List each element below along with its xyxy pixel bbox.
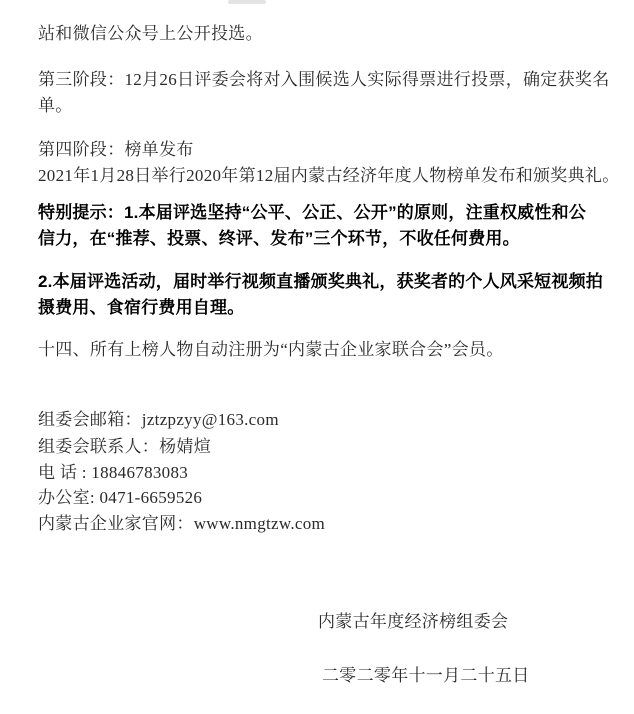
line-public-voting: 站和微信公众号上公开投选。 [38, 24, 263, 43]
line-stage-four-date: 2021年1月28日举行2020年第12届内蒙古经济年度人物榜单发布和颁奖典礼。 [38, 166, 620, 185]
notice-one-line-1: 特别提示：1.本届评选坚持“公平、公正、公开”的原则，注重权威性和公 [38, 203, 586, 222]
line-stage-three-2: 单。 [38, 96, 73, 115]
contact-person: 组委会联系人：杨婧煊 [38, 437, 211, 456]
scan-artifact [228, 0, 266, 4]
contact-phone: 电 话 : 18846783083 [38, 463, 189, 482]
notice-one-line-2: 信力，在“推荐、投票、终评、发布”三个环节，不收任何费用。 [38, 229, 520, 248]
signature-date: 二零二零年十一月二十五日 [322, 666, 530, 685]
notice-two-line-1: 2.本届评选活动，届时举行视频直播颁奖典礼，获奖者的个人风采短视频拍 [38, 272, 603, 291]
contact-website: 内蒙古企业家官网：www.nmgtzw.com [38, 514, 326, 533]
line-membership: 十四、所有上榜人物自动注册为“内蒙古企业家联合会”会员。 [38, 340, 504, 359]
notice-two-line-2: 摄费用、食宿行费用自理。 [38, 298, 245, 317]
signature-committee: 内蒙古年度经济榜组委会 [318, 612, 509, 631]
line-stage-four-title: 第四阶段：榜单发布 [38, 140, 194, 159]
line-stage-three-1: 第三阶段：12月26日评委会将对入围候选人实际得票进行投票，确定获奖名 [38, 70, 610, 89]
contact-email: 组委会邮箱：jztzpzyy@163.com [38, 410, 279, 429]
contact-office-phone: 办公室: 0471-6659526 [38, 488, 203, 507]
